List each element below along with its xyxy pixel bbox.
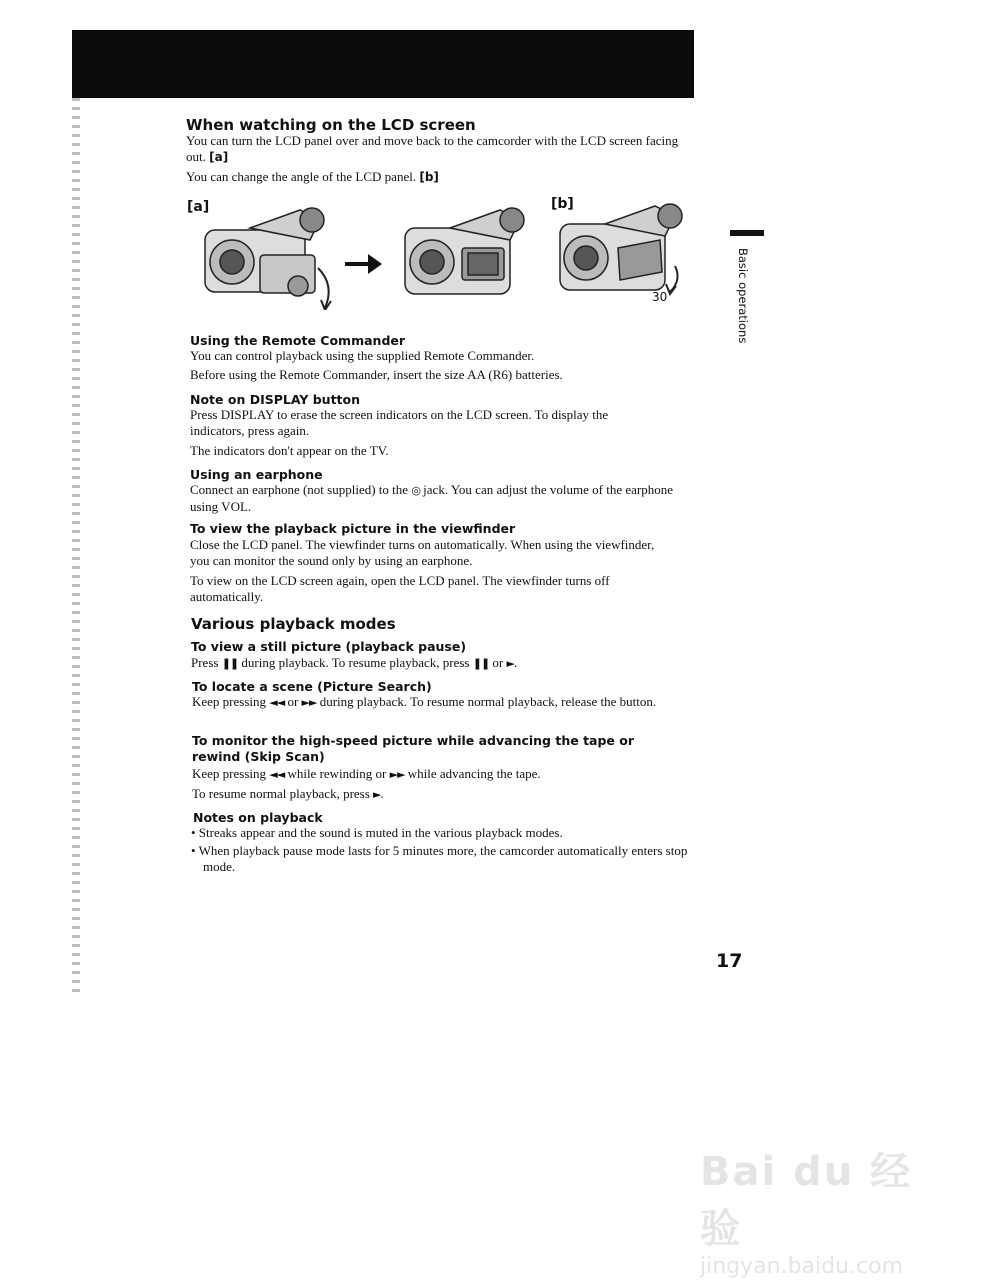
camcorder-illustration-2 — [405, 208, 524, 294]
display-note-paragraph-1: Press DISPLAY to erase the screen indicators on the LCD screen. To display the indicators, press again. — [190, 407, 609, 438]
scan-edge — [72, 98, 80, 998]
page-number: 17 — [716, 950, 743, 972]
camcorder-illustration-1 — [205, 208, 331, 310]
remote-paragraph-2: Before using the Remote Commander, insert the size AA (R6) batteries. — [190, 367, 563, 382]
arrow-icon — [345, 254, 382, 274]
display-note-paragraph-2: The indicators don't appear on the TV. — [190, 443, 389, 458]
lcd-paragraph-2: You can change the angle of the LCD panel. [b] — [186, 169, 439, 184]
play-icon: ► — [506, 657, 514, 670]
figure-label-a: [a] — [187, 199, 210, 215]
camcorder-figure — [200, 200, 700, 310]
camcorder-illustration-3 — [560, 204, 682, 294]
earphone-jack-icon: ◎ — [411, 484, 420, 497]
section-heading-lcd: When watching on the LCD screen — [186, 116, 476, 134]
angle-label: 30˚ — [652, 290, 674, 304]
notes-item-2: • When playback pause mode lasts for 5 minutes more, the camcorder automatically enters stop mode. — [191, 843, 688, 874]
header-bar — [72, 30, 694, 98]
still-heading: To view a still picture (playback pause) — [191, 639, 467, 654]
figure-label-b: [b] — [551, 196, 574, 212]
sidebar-tab-bar — [730, 230, 764, 236]
search-heading: To locate a scene (Picture Search) — [192, 679, 432, 694]
watermark-logo — [700, 1140, 950, 1279]
earphone-paragraph: Connect an earphone (not supplied) to the ◎ jack. You can adjust the volume of the earphone using VOL. — [190, 482, 673, 514]
watermark-line-1: Bai du 经验 — [700, 1149, 913, 1252]
sidebar-section-label: Basic operations — [736, 248, 750, 344]
rewind-icon: ◄◄ — [269, 768, 285, 781]
earphone-heading: Using an earphone — [190, 467, 323, 482]
skip-paragraph-2: To resume normal playback, press ►. — [192, 786, 384, 801]
skip-heading: To monitor the high-speed picture while advancing the tape or rewind (Skip Scan) — [192, 733, 635, 764]
pause-icon: ❚❚ — [221, 657, 239, 670]
lcd-paragraph-1: You can turn the LCD panel over and move back to the camcorder with the LCD screen facing out. [a] — [186, 133, 679, 164]
remote-paragraph-1: You can control playback using the supplied Remote Commander. — [190, 348, 535, 363]
notes-item-1: • Streaks appear and the sound is muted in the various playback modes. — [191, 825, 563, 840]
watermark-line-2: jingyan.baidu.com — [700, 1254, 904, 1279]
rewind-icon: ◄◄ — [269, 696, 285, 709]
display-note-heading: Note on DISPLAY button — [190, 392, 361, 407]
viewfinder-paragraph-1: Close the LCD panel. The viewfinder turns on automatically. When using the viewfinder, you can monitor the sound only by using an earphone. — [190, 537, 655, 568]
still-paragraph: Press ❚❚ during playback. To resume playback, press ❚❚ or ►. — [191, 655, 518, 670]
viewfinder-paragraph-2: To view on the LCD screen again, open the LCD panel. The viewfinder turns off automatically. — [190, 573, 610, 604]
modes-heading: Various playback modes — [191, 615, 396, 633]
search-paragraph: Keep pressing ◄◄ or ►► during playback. To resume normal playback, release the button. — [192, 694, 657, 709]
viewfinder-heading: To view the playback picture in the viewfinder — [190, 521, 516, 536]
fast-forward-icon: ►► — [389, 768, 405, 781]
pause-icon: ❚❚ — [472, 657, 490, 670]
notes-heading: Notes on playback — [193, 810, 323, 825]
fast-forward-icon: ►► — [301, 696, 317, 709]
play-icon: ► — [373, 788, 381, 801]
remote-heading: Using the Remote Commander — [190, 333, 406, 348]
skip-paragraph-1: Keep pressing ◄◄ while rewinding or ►► while advancing the tape. — [192, 766, 541, 781]
